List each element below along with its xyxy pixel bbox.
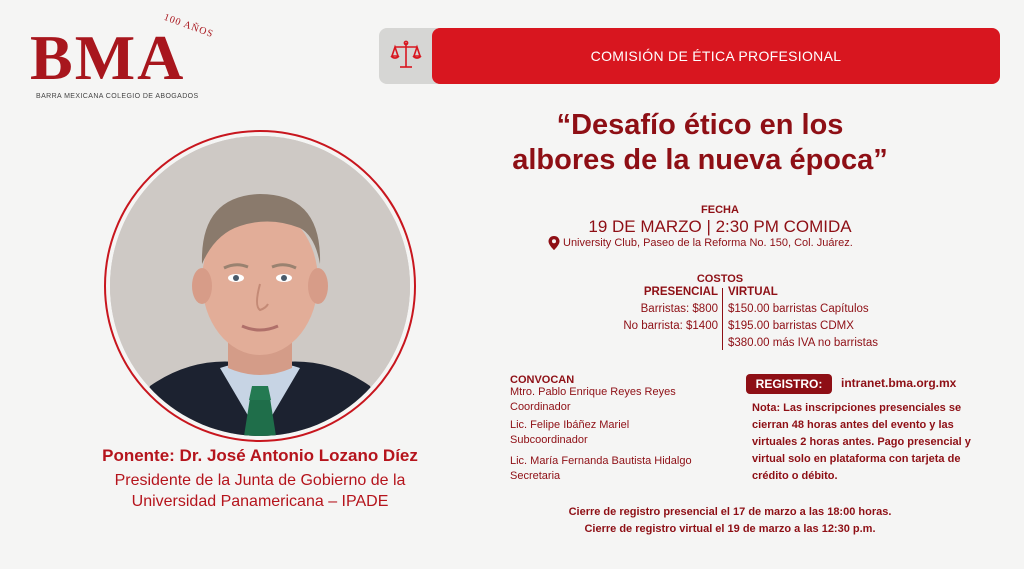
- location-text: University Club, Paseo de la Reforma No. 150, Col. Juárez.: [563, 236, 853, 249]
- virtual-header: VIRTUAL: [728, 286, 778, 298]
- person-name: Mtro. Pablo Enrique Reyes Reyes: [510, 386, 676, 398]
- speaker-photo: [110, 136, 410, 436]
- convocan-person: [510, 385, 676, 415]
- presencial-header: PRESENCIAL: [643, 286, 718, 298]
- speaker-name: Ponente: Dr. José Antonio Lozano Díez: [102, 446, 418, 465]
- deadline-virtual: Cierre de registro virtual el 19 de marzo a las 12:30 p.m.: [584, 523, 876, 535]
- costs-label: COSTOS: [696, 273, 744, 285]
- logo-mark: BMA: [30, 22, 186, 93]
- speaker-role-line-1: Presidente de la Junta de Gobierno de la: [114, 472, 406, 489]
- event-title: [440, 108, 960, 178]
- logo-subtitle: BARRA MEXICANA COLEGIO DE ABOGADOS: [36, 93, 199, 100]
- scales-of-justice-icon: [388, 37, 424, 73]
- registro-badge: REGISTRO:: [746, 374, 832, 394]
- location-pin-icon: [548, 236, 560, 250]
- registro-note: Nota: Las inscripciones presenciales se cierran 48 horas antes del evento y las virtuales 2 horas antes. Pago presencial y virtual solo en plataforma con tarjeta de crédito o débito.: [752, 402, 971, 482]
- convocan-label: CONVOCAN: [510, 374, 575, 386]
- virtual-cost-row: $150.00 barristas Capítulos: [728, 303, 869, 315]
- virtual-cost-row: $380.00 más IVA no barristas: [728, 337, 879, 349]
- speaker-role: [40, 470, 480, 512]
- person-name: Lic. María Fernanda Bautista Hidalgo: [510, 455, 692, 467]
- speaker-role-line-2: Universidad Panamericana – IPADE: [131, 493, 389, 510]
- event-title-line-1: “Desafío ético en los: [556, 109, 844, 141]
- presencial-cost-row: No barrista: $1400: [623, 320, 718, 332]
- presencial-cost-row: Barristas: $800: [640, 303, 718, 315]
- date-label: FECHA: [701, 204, 739, 216]
- virtual-cost-row: $195.00 barristas CDMX: [728, 320, 854, 332]
- registro-url[interactable]: intranet.bma.org.mx: [841, 376, 957, 390]
- person-role: Secretaria: [510, 470, 561, 482]
- cost-divider: [722, 288, 723, 350]
- event-location: [548, 236, 908, 250]
- registration-deadlines: [520, 504, 940, 538]
- person-role: Coordinador: [510, 401, 571, 413]
- logo-years: 100 AÑOS: [162, 12, 216, 41]
- person-role: Subcoordinador: [510, 434, 588, 446]
- person-name: Lic. Felipe Ibáñez Mariel: [510, 419, 630, 431]
- convocan-person: [510, 454, 692, 484]
- event-title-line-2: albores de la nueva época”: [512, 144, 888, 176]
- date-value: 19 DE MARZO | 2:30 PM COMIDA: [588, 217, 852, 236]
- commission-title: COMISIÓN DE ÉTICA PROFESIONAL: [590, 48, 842, 64]
- convocan-person: [510, 418, 629, 448]
- deadline-presencial: Cierre de registro presencial el 17 de marzo a las 18:00 horas.: [568, 506, 892, 518]
